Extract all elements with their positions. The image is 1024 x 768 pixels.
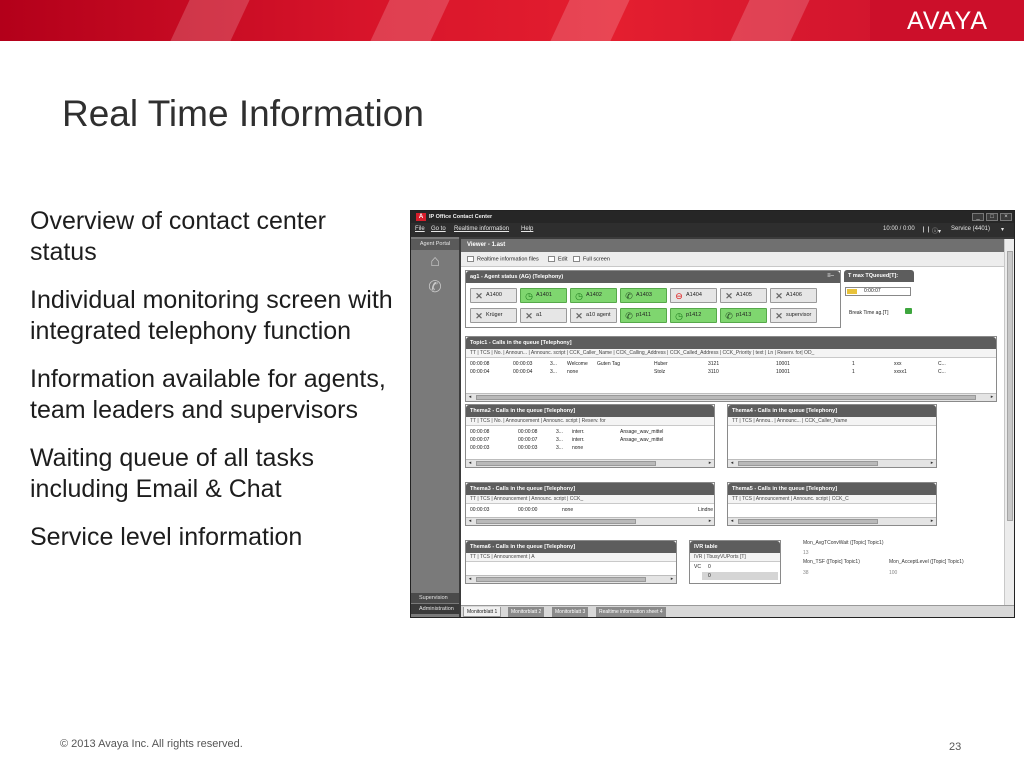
column-headers: TT | TCS | Announcement | Announc. script | CCK_ xyxy=(466,495,714,504)
agent-tile[interactable] xyxy=(770,288,817,303)
scroll-thumb[interactable] xyxy=(476,461,656,466)
agent-tile[interactable] xyxy=(720,288,767,303)
table-cell: 0 xyxy=(708,564,711,570)
agent-tile[interactable] xyxy=(620,308,667,323)
table-cell: 00:00:08 xyxy=(470,361,490,367)
page-number: 23 xyxy=(949,741,962,753)
ivr-table-panel xyxy=(689,540,781,584)
panel-title: Thema3 - Calls in the queue [Telephony] xyxy=(466,483,714,495)
home-icon[interactable]: ⌂ xyxy=(430,253,440,270)
agent-name: A1404 xyxy=(686,292,702,298)
agent-name: A1401 xyxy=(536,292,552,298)
info-icon[interactable]: ⓘ▾ xyxy=(932,229,942,235)
table-cell: 3121 xyxy=(708,361,720,367)
column-headers: TT | TCS | Announcement | A xyxy=(466,553,676,562)
agent-name: p1411 xyxy=(636,312,651,318)
scroll-left-icon[interactable]: ◂ xyxy=(468,394,472,400)
panel-title: ag1 - Agent status (AG) (Telephony) xyxy=(466,271,840,283)
maximize-button[interactable]: □ xyxy=(986,213,998,221)
horizontal-scrollbar[interactable] xyxy=(466,575,676,583)
scroll-thumb[interactable] xyxy=(476,519,636,524)
app-logo-icon: A xyxy=(416,213,426,221)
bullet-item: Individual monitoring screen with integrated telephony function xyxy=(30,286,393,345)
agent-tile[interactable] xyxy=(520,308,567,323)
agent-name: a10 agent xyxy=(586,312,611,318)
table-row xyxy=(690,563,780,571)
phone-icon: ✆ xyxy=(625,311,633,321)
agent-name: p1412 xyxy=(686,312,702,318)
sidenav-administration[interactable]: Administration xyxy=(411,604,459,614)
banner-stripe xyxy=(730,0,809,41)
sidenav-agent-portal[interactable]: Agent Portal xyxy=(411,239,459,250)
break-time-icon xyxy=(905,308,912,314)
tab-realtime-sheet-4[interactable]: Realtime information sheet 4 xyxy=(596,607,666,617)
table-row xyxy=(702,572,778,580)
fullscreen-icon xyxy=(573,256,580,262)
accept-level-value: 100 xyxy=(889,570,898,576)
scroll-left-icon[interactable]: ◂ xyxy=(468,518,472,524)
table-cell: Lindne xyxy=(698,507,714,513)
agent-name: supervisor xyxy=(786,312,812,318)
table-cell: interr. xyxy=(572,429,585,435)
agent-tile[interactable] xyxy=(670,308,717,323)
bullet-item: Waiting queue of all tasks including Email & Chat xyxy=(30,444,314,503)
table-cell: none xyxy=(562,507,574,513)
table-row[interactable] xyxy=(466,368,996,376)
avaya-logo: AVAYA xyxy=(907,7,988,35)
horizontal-scrollbar[interactable] xyxy=(466,517,714,525)
scroll-thumb[interactable] xyxy=(476,395,976,400)
table-cell: 1 xyxy=(852,361,855,367)
thema2-queue-panel xyxy=(465,404,715,468)
table-cell: 00:00:03 xyxy=(513,361,533,367)
table-cell: 00:00:07 xyxy=(518,437,538,443)
tmax-bar-fill xyxy=(847,289,857,294)
scroll-right-icon[interactable]: ▸ xyxy=(930,518,934,524)
scroll-left-icon[interactable]: ◂ xyxy=(730,460,734,466)
viewer-toolbar xyxy=(461,252,1014,267)
clock-icon: ◷ xyxy=(675,311,683,321)
tsf-value: 38 xyxy=(803,570,809,576)
panel-title: Thema2 - Calls in the queue [Telephony] xyxy=(466,405,714,417)
table-cell: 0 xyxy=(708,573,711,579)
table-cell: 00:00:03 xyxy=(518,445,538,451)
menu-file[interactable]: File xyxy=(415,226,425,232)
table-cell: 1 xyxy=(852,369,855,375)
viewer-content xyxy=(461,239,1014,617)
table-cell: 10001 xyxy=(776,361,790,367)
agent-name: A1406 xyxy=(786,292,802,298)
top-banner xyxy=(0,0,1024,41)
table-cell: Stolz xyxy=(654,369,666,375)
table-cell: xxx xyxy=(894,361,902,367)
bullet-item: Overview of contact center status xyxy=(30,207,326,266)
table-cell: 3110 xyxy=(708,369,719,375)
menu-lines-icon[interactable]: ≡– xyxy=(827,273,834,279)
agent-tile[interactable] xyxy=(670,288,717,303)
title-bar xyxy=(411,211,1014,223)
scroll-right-icon[interactable]: ▸ xyxy=(708,460,712,466)
panel-title: IVR table xyxy=(690,541,780,553)
menu-goto[interactable]: Go to xyxy=(431,226,446,232)
accept-level-label: Mon_AcceptLevel ([Topic] Topic1) xyxy=(889,559,964,565)
sheet-tabs xyxy=(461,605,1014,617)
clock-icon: ◷ xyxy=(575,291,583,301)
toolbar-label: Edit xyxy=(558,256,568,263)
table-cell: 3... xyxy=(550,361,557,367)
thema3-queue-panel xyxy=(465,482,715,526)
agent-name: a1 xyxy=(536,312,543,318)
column-headers: TT | TCS | No. | Announ... | Announc. script | CCK_Caller_Name | CCK_Calling_Address | CCK_Called_Address | CCK_Priority | text | Ln | Reserv. for| OD_ xyxy=(466,349,996,358)
phone-icon[interactable]: ✆ xyxy=(428,279,442,296)
avg-conv-wait-label: Mon_AvgTConvWait ([Topic] Topic1) xyxy=(803,540,884,546)
scroll-left-icon[interactable]: ◂ xyxy=(730,518,734,524)
agent-tile[interactable] xyxy=(620,288,667,303)
panel-title: Topic1 - Calls in the queue [Telephony] xyxy=(466,337,996,349)
scroll-left-icon[interactable]: ◂ xyxy=(468,460,472,466)
scroll-right-icon[interactable]: ▸ xyxy=(670,576,674,582)
menu-realtime-information[interactable]: Realtime information xyxy=(454,226,510,232)
minimize-button[interactable]: _ xyxy=(972,213,984,221)
agent-status-panel xyxy=(465,270,841,328)
close-button[interactable]: × xyxy=(1000,213,1012,221)
table-row[interactable] xyxy=(466,360,996,368)
menu-bar xyxy=(411,223,1014,237)
table-cell: C... xyxy=(938,369,946,375)
horizontal-scrollbar[interactable] xyxy=(728,459,936,467)
slide-title: Real Time Information xyxy=(62,93,424,134)
scroll-left-icon[interactable]: ◂ xyxy=(468,576,472,582)
table-cell: 3... xyxy=(556,437,563,443)
panel-title: Thema5 - Calls in the queue [Telephony] xyxy=(728,483,936,495)
vertical-scrollbar[interactable] xyxy=(1004,239,1014,605)
table-cell: 00:00:04 xyxy=(470,369,490,375)
fullscreen-button[interactable] xyxy=(573,256,610,262)
clock-icon: ◷ xyxy=(525,291,533,301)
panel-title: T max TQueued[T]: xyxy=(844,270,914,282)
table-row[interactable] xyxy=(466,506,714,514)
table-cell: VC xyxy=(694,564,701,570)
thema4-queue-panel xyxy=(727,404,937,468)
banner-stripe xyxy=(550,0,629,41)
side-navigation xyxy=(411,237,459,618)
tmax-panel xyxy=(844,270,914,328)
table-cell: 00:00:03 xyxy=(470,445,490,451)
copyright-text: © 2013 Avaya Inc. All rights reserved. xyxy=(60,738,243,750)
realtime-files-button[interactable] xyxy=(467,256,539,262)
agent-tile[interactable] xyxy=(520,288,567,303)
toolbar-label: Full screen xyxy=(583,256,610,263)
stop-icon: ⊖ xyxy=(675,291,683,301)
phone-icon: ✆ xyxy=(725,311,733,321)
table-row[interactable] xyxy=(466,436,714,444)
table-cell: Guten Tag xyxy=(597,361,620,367)
pause-icon[interactable]: ❙❙ xyxy=(921,227,932,233)
sidenav-supervision[interactable]: Supervision xyxy=(411,593,459,603)
table-cell: xxxx1 xyxy=(894,369,907,375)
agent-tile[interactable] xyxy=(720,308,767,323)
scroll-thumb[interactable] xyxy=(738,461,878,466)
agent-name: A1402 xyxy=(586,292,602,298)
table-cell: 00:00:03 xyxy=(470,507,490,513)
thema6-queue-panel xyxy=(465,540,677,584)
status-time: 10:00 / 0:00 xyxy=(883,226,915,232)
agent-tile[interactable] xyxy=(470,308,517,323)
banner-stripe xyxy=(170,0,249,41)
tab-monitorblatt-3[interactable]: Monitorblatt 3 xyxy=(552,607,588,617)
bullet-item: Information available for agents, team leaders and supervisors xyxy=(30,365,386,424)
agent-name: A1400 xyxy=(486,292,502,298)
topic1-queue-panel xyxy=(465,336,997,402)
table-cell: 00:00:07 xyxy=(470,437,490,443)
table-row[interactable] xyxy=(466,428,714,436)
agent-name: p1413 xyxy=(736,312,752,318)
horizontal-scrollbar[interactable] xyxy=(466,459,714,467)
bullet-list xyxy=(30,206,395,571)
table-row[interactable] xyxy=(466,444,714,452)
agent-tile[interactable] xyxy=(470,288,517,303)
tmax-value-box xyxy=(845,287,911,296)
toolbar-label: Realtime information files xyxy=(477,256,539,263)
tsf-label: Mon_TSF ([Topic] Topic1) xyxy=(803,559,860,565)
x-icon: ✕ xyxy=(525,311,533,321)
service-selector[interactable]: Service (4401) xyxy=(951,226,991,232)
x-icon: ✕ xyxy=(575,311,583,321)
agent-name: A1405 xyxy=(736,292,752,298)
table-cell: 00:00:04 xyxy=(513,369,533,375)
scroll-right-icon[interactable]: ▸ xyxy=(930,460,934,466)
panel-title: Thema6 - Calls in the queue [Telephony] xyxy=(466,541,676,553)
x-icon: ✕ xyxy=(475,311,483,321)
x-icon: ✕ xyxy=(725,291,733,301)
column-headers: TT | TCS | Annou.. | Announc... | CCK_Caller_Name xyxy=(728,417,936,426)
table-cell: 3... xyxy=(556,445,563,451)
table-cell: 00:00:00 xyxy=(518,507,538,513)
chevron-down-icon[interactable]: ▾ xyxy=(1001,227,1005,233)
x-icon: ✕ xyxy=(775,291,783,301)
banner-stripe xyxy=(370,0,449,41)
agent-tile[interactable] xyxy=(570,308,617,323)
thema5-queue-panel xyxy=(727,482,937,526)
avg-conv-wait-value: 13 xyxy=(803,550,809,556)
edit-button[interactable] xyxy=(548,256,567,262)
x-icon: ✕ xyxy=(475,291,483,301)
agent-tile[interactable] xyxy=(570,288,617,303)
app-title: IP Office Contact Center xyxy=(429,214,493,220)
table-cell: Ansage_wav_mittel xyxy=(620,437,664,443)
tab-monitorblatt-1[interactable]: Monitorblatt 1 xyxy=(463,607,501,617)
pencil-icon xyxy=(548,256,555,262)
scroll-right-icon[interactable]: ▸ xyxy=(990,394,994,400)
app-window xyxy=(410,210,1015,618)
break-time-label: Break Time ag.[T] xyxy=(849,310,889,316)
table-cell: Ansage_wav_mittel xyxy=(620,429,664,435)
tab-monitorblatt-2[interactable]: Monitorblatt 2 xyxy=(508,607,544,617)
column-headers: TT | TCS | No. | Announcement | Announc. script | Reserv. for xyxy=(466,417,714,426)
table-cell: 10001 xyxy=(776,369,790,375)
agent-tile[interactable] xyxy=(770,308,817,323)
column-headers: IVR | TbusyVUPorts [T] xyxy=(690,553,780,562)
agent-name: A1403 xyxy=(636,292,652,298)
table-cell: 3... xyxy=(550,369,557,375)
scroll-thumb[interactable] xyxy=(476,577,646,582)
logo-box xyxy=(870,0,1024,41)
table-cell: none xyxy=(567,369,579,375)
x-icon: ✕ xyxy=(775,311,783,321)
agent-name: Krüger xyxy=(486,312,503,318)
folder-icon xyxy=(467,256,474,262)
scroll-right-icon[interactable]: ▸ xyxy=(708,518,712,524)
table-cell: interr. xyxy=(572,437,585,443)
table-cell: Welcome xyxy=(567,361,588,367)
phone-icon: ✆ xyxy=(625,291,633,301)
column-headers: TT | TCS | Announcement | Announc. script | CCK_C xyxy=(728,495,936,504)
table-cell: 00:00:08 xyxy=(518,429,538,435)
horizontal-scrollbar[interactable] xyxy=(728,517,936,525)
table-cell: 3... xyxy=(556,429,563,435)
panel-title: Thema4 - Calls in the queue [Telephony] xyxy=(728,405,936,417)
table-cell: C... xyxy=(938,361,946,367)
tmax-value: 0:00:07 xyxy=(864,288,881,294)
table-cell: none xyxy=(572,445,584,451)
bullet-item: Service level information xyxy=(30,523,303,551)
menu-help[interactable]: Help xyxy=(521,226,534,232)
horizontal-scrollbar[interactable] xyxy=(466,393,996,401)
scroll-thumb[interactable] xyxy=(738,519,878,524)
table-cell: Huber xyxy=(654,361,668,367)
viewer-title: Viewer - 1.ast xyxy=(461,239,1014,252)
table-cell: 00:00:08 xyxy=(470,429,490,435)
scroll-thumb[interactable] xyxy=(1007,251,1013,521)
